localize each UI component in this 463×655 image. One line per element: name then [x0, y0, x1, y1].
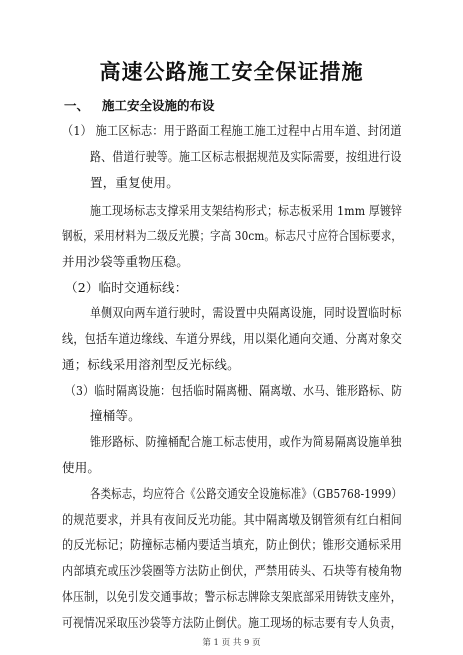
paragraph-line: 可视情况采取压沙袋等方法防止倒伏。施工现场的标志要有专人负责，	[62, 615, 402, 630]
paragraph-line: 路、借道行驶等。施工区标志根据规范及实际需要，按组进行设	[90, 149, 402, 164]
paragraph-line: （3）临时隔离设施：包括临时隔离栅、隔离墩、水马、锥形路标、防	[65, 383, 403, 398]
section-number: 一、	[64, 98, 90, 113]
section-title: 施工安全设施的布设	[102, 98, 215, 113]
paragraph-line: 并用沙袋等重物压稳。	[62, 254, 190, 269]
paragraph-line: 使用。	[62, 460, 101, 475]
paragraph-line: 通；标线采用溶剂型反光标线。	[62, 357, 240, 372]
paragraph-line: 线，包括车道边缘线、车道分界线，用以渠化通向交通、分离对象交	[62, 331, 403, 346]
paragraph-line: （2）临时交通标线：	[65, 280, 188, 295]
page-footer: 第 1 页 共 9 页	[202, 638, 261, 648]
section-heading	[64, 96, 215, 114]
page-title: 高速公路施工安全保证措施	[99, 60, 364, 84]
paragraph-line: 的反光标记；防撞标志桶内要适当填充，防止倒伏；锥形交通标采用	[62, 537, 403, 552]
paragraph-line: 体压制，以免引发交通事故；警示标志牌除支架底部采用铸铁支座外，	[62, 589, 402, 604]
paragraph-line: 的规范要求，并具有夜间反光功能。其中隔离墩及钢管须有红白相间	[62, 512, 403, 527]
paragraph-line: 撞桶等。	[90, 408, 141, 423]
paragraph-line: 内部填充或压沙袋圈等方法防止倒伏，严禁用砖头、石块等有棱角物	[62, 563, 403, 578]
paragraph-line: 单侧双向两车道行驶时，需设置中央隔离设施，同时设置临时标	[90, 305, 402, 320]
paragraph-line: 置，重复使用。	[90, 175, 179, 190]
paragraph-line: 施工现场标志支撑采用支架结构形式；标志板采用 1mm 厚镀锌	[90, 203, 403, 218]
paragraph-line: 钢板，采用材料为二级反光膜；字高 30cm。标志尺寸应符合国标要求，	[62, 228, 403, 243]
paragraph-line: （1） 施工区标志：用于路面工程施工施工过程中占用车道、封闭道	[62, 123, 402, 138]
paragraph-line: 各类标志，均应符合《公路交通安全设施标准》（GB5768-1999）	[90, 486, 403, 501]
paragraph-line: 锥形路标、防撞桶配合施工标志使用，或作为简易隔离设施单独	[90, 434, 402, 449]
